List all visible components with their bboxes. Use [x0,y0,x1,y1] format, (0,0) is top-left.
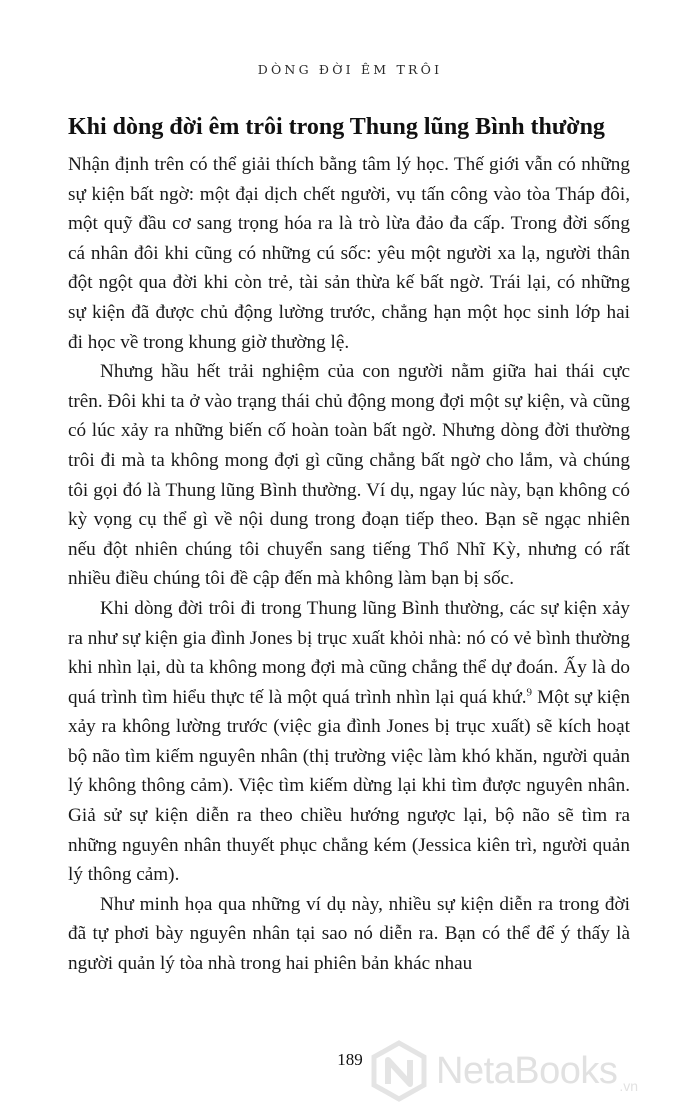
paragraph-2: Nhưng hầu hết trải nghiệm của con người nằm giữa hai thái cực trên. Đôi khi ta ở vào trạng thái chủ động mong đợi một sự kiện, và cũng có lúc xảy ra những biến cố hoàn toàn bất ngờ. Nhưng dòng đời thường trôi đi mà ta không mong đợi gì cũng chẳng bất ngờ cho lắm, và chúng tôi gọi đó là Thung lũng Bình thường. Ví dụ, ngay lúc này, bạn không có kỳ vọng cụ thể gì về nội dung trong đoạn tiếp theo. Bạn sẽ ngạc nhiên nếu đột nhiên chúng tôi chuyển sang tiếng Thổ Nhĩ Kỳ, nhưng có rất nhiều điều chúng tôi đề cập đến mà không làm bạn bị sốc. [68,361,630,590]
paragraph-1: Nhận định trên có thể giải thích bằng tâm lý học. Thế giới vẫn có những sự kiện bất ngờ: một đại dịch chết người, vụ tấn công vào tòa Tháp đôi, một quỹ đầu cơ sang trọng hóa ra là trò lừa đảo đa cấp. Trong đời sống cá nhân đôi khi cũng có những cú sốc: yêu một người xa lạ, người thân đột ngột qua đời khi còn trẻ, tài sản thừa kế bất ngờ. Trái lại, có những sự kiện đã được chủ động lường trước, chẳng hạn một học sinh lớp hai đi học về trong khung giờ thường lệ. [68,154,630,353]
body-text [68,150,630,979]
watermark [368,1026,688,1116]
running-header: DÒNG ĐỜI ÊM TRÔI [257,62,443,77]
watermark-suffix: .vn [619,1078,639,1094]
netabooks-logo-icon [368,1040,430,1102]
paragraph-3-start: Khi dòng đời trôi đi trong Thung lũng Bình thường, các sự kiện xảy ra như sự kiện gia đình Jones bị trục xuất khỏi nhà: nó có vẻ bình thường khi nhìn lại, dù ta không mong đợi mà cũng chẳng thể dự đoán. Ấy là do quá trình tìm hiểu thực tế là một quá trình nhìn lại quá khứ. [68,597,630,708]
section-title: Khi dòng đời êm trôi trong Thung lũng Bình thường [68,114,605,140]
page-number: 189 [337,1050,363,1069]
footnote-reference[interactable]: 9 [526,686,533,699]
paragraph-4: Như minh họa qua những ví dụ này, nhiều sự kiện diễn ra trong đời đã tự phơi bày nguyên nhân tại sao nó diễn ra. Bạn có thể để ý thấy là người quản lý tòa nhà trong hai phiên bản khác nhau [68,893,630,975]
paragraph-3 [68,594,630,890]
paragraph-3-end: Một sự kiện xảy ra không lường trước (việc gia đình Jones bị trục xuất) sẽ kích hoạt bộ não tìm kiếm nguyên nhân (thị trường việc làm khó khăn, người quản lý không thông cảm). Việc tìm kiếm dừng lại khi tìm được nguyên nhân. Giả sử sự kiện diễn ra theo chiều hướng ngược lại, bộ não sẽ tìm ra những nguyên nhân thuyết phục chẳng kém (Jessica kiên trì, người quản lý thông cảm). [68,686,630,886]
watermark-brand: NetaBooks [436,1049,618,1092]
